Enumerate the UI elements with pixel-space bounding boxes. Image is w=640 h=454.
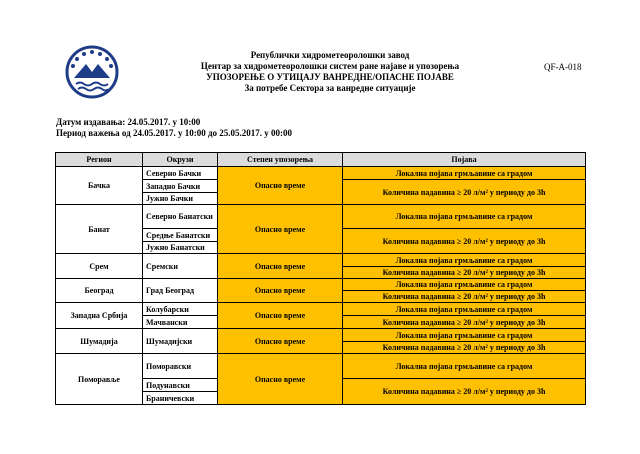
district-cell: Браничевски [143, 392, 218, 405]
district-cell: Подунавски [143, 379, 218, 392]
region-cell: Бачка [56, 167, 143, 205]
warning-table [55, 152, 586, 405]
phenomenon-cell: Локална појава грмљавине са градом [343, 279, 586, 291]
col-header-region: Регион [56, 153, 143, 167]
header-institute: Републички хидрометеоролошки завод [250, 50, 410, 60]
region-cell: Западна Србија [56, 303, 143, 329]
district-cell: Западно Бачки [143, 180, 218, 193]
district-cell: Северно Банатски [143, 205, 218, 229]
phenomenon-cell: Локална појава грмљавине са градом [343, 329, 586, 342]
warning-level-cell: Опасно време [218, 205, 343, 254]
warning-level-cell: Опасно време [218, 354, 343, 405]
district-cell: Мачвански [143, 316, 218, 329]
district-cell: Сремски [143, 254, 218, 279]
phenomenon-cell: Количина падавина ≥ 20 л/м² у периоду до 3h [343, 342, 586, 354]
table-row [56, 303, 586, 316]
table-header-row [56, 153, 586, 167]
region-cell: Банат [56, 205, 143, 254]
district-cell: Јужно Банатски [143, 242, 218, 254]
warning-level-cell: Опасно време [218, 279, 343, 303]
phenomenon-cell: Количина падавина ≥ 20 л/м² у периоду до 3h [343, 180, 586, 205]
header-center: Центар за хидрометеоролошки систем ране најаве и упозорења [200, 61, 460, 71]
warning-level-cell: Опасно време [218, 329, 343, 354]
district-cell: Град Београд [143, 279, 218, 303]
region-cell: Срем [56, 254, 143, 279]
phenomenon-cell: Количина падавина ≥ 20 л/м² у периоду до 3h [343, 267, 586, 279]
phenomenon-cell: Количина падавина ≥ 20 л/м² у периоду до 3h [343, 379, 586, 405]
district-cell: Средње Банатски [143, 229, 218, 242]
col-header-districts: Окрузи [143, 153, 218, 167]
phenomenon-cell: Количина падавина ≥ 20 л/м² у периоду до 3h [343, 291, 586, 303]
col-header-level: Степен упозорења [218, 153, 343, 167]
district-cell: Шумадијски [143, 329, 218, 354]
document-code: QF-A-018 [544, 62, 582, 72]
header-subtitle: За потребе Сектора за ванредне ситуације [244, 83, 416, 93]
phenomenon-cell: Количина падавина ≥ 20 л/м² у периоду до 3h [343, 229, 586, 254]
warning-level-cell: Опасно време [218, 303, 343, 329]
table-row [56, 205, 586, 229]
issue-date: Датум издавања: 24.05.2017. у 10:00 [56, 117, 201, 127]
table-row [56, 329, 586, 342]
document-header [150, 50, 510, 94]
phenomenon-cell: Количина падавина ≥ 20 л/м² у периоду до 3h [343, 316, 586, 329]
district-cell: Колубарски [143, 303, 218, 316]
district-cell: Поморавски [143, 354, 218, 379]
phenomenon-cell: Локална појава грмљавине са градом [343, 254, 586, 267]
table-row [56, 279, 586, 291]
region-cell: Београд [56, 279, 143, 303]
table-row [56, 167, 586, 180]
phenomenon-cell: Локална појава грмљавине са градом [343, 167, 586, 180]
header-title: УПОЗОРЕЊЕ О УТИЦАЈУ ВАНРЕДНЕ/ОПАСНЕ ПОЈАВЕ [206, 72, 454, 82]
validity-period: Период важења од 24.05.2017. у 10:00 до 25.05.2017. у 00:00 [56, 128, 293, 138]
col-header-phenomenon: Појава [343, 153, 586, 167]
rhmz-logo [64, 44, 120, 100]
phenomenon-cell: Локална појава грмљавине са градом [343, 303, 586, 316]
region-cell: Шумадија [56, 329, 143, 354]
table-row [56, 254, 586, 267]
table-row [56, 354, 586, 379]
warning-level-cell: Опасно време [218, 167, 343, 205]
district-cell: Јужно Бачки [143, 193, 218, 205]
region-cell: Поморавље [56, 354, 143, 405]
phenomenon-cell: Локална појава грмљавине са градом [343, 354, 586, 379]
district-cell: Северно Бачки [143, 167, 218, 180]
phenomenon-cell: Локална појава грмљавине са градом [343, 205, 586, 229]
warning-level-cell: Опасно време [218, 254, 343, 279]
